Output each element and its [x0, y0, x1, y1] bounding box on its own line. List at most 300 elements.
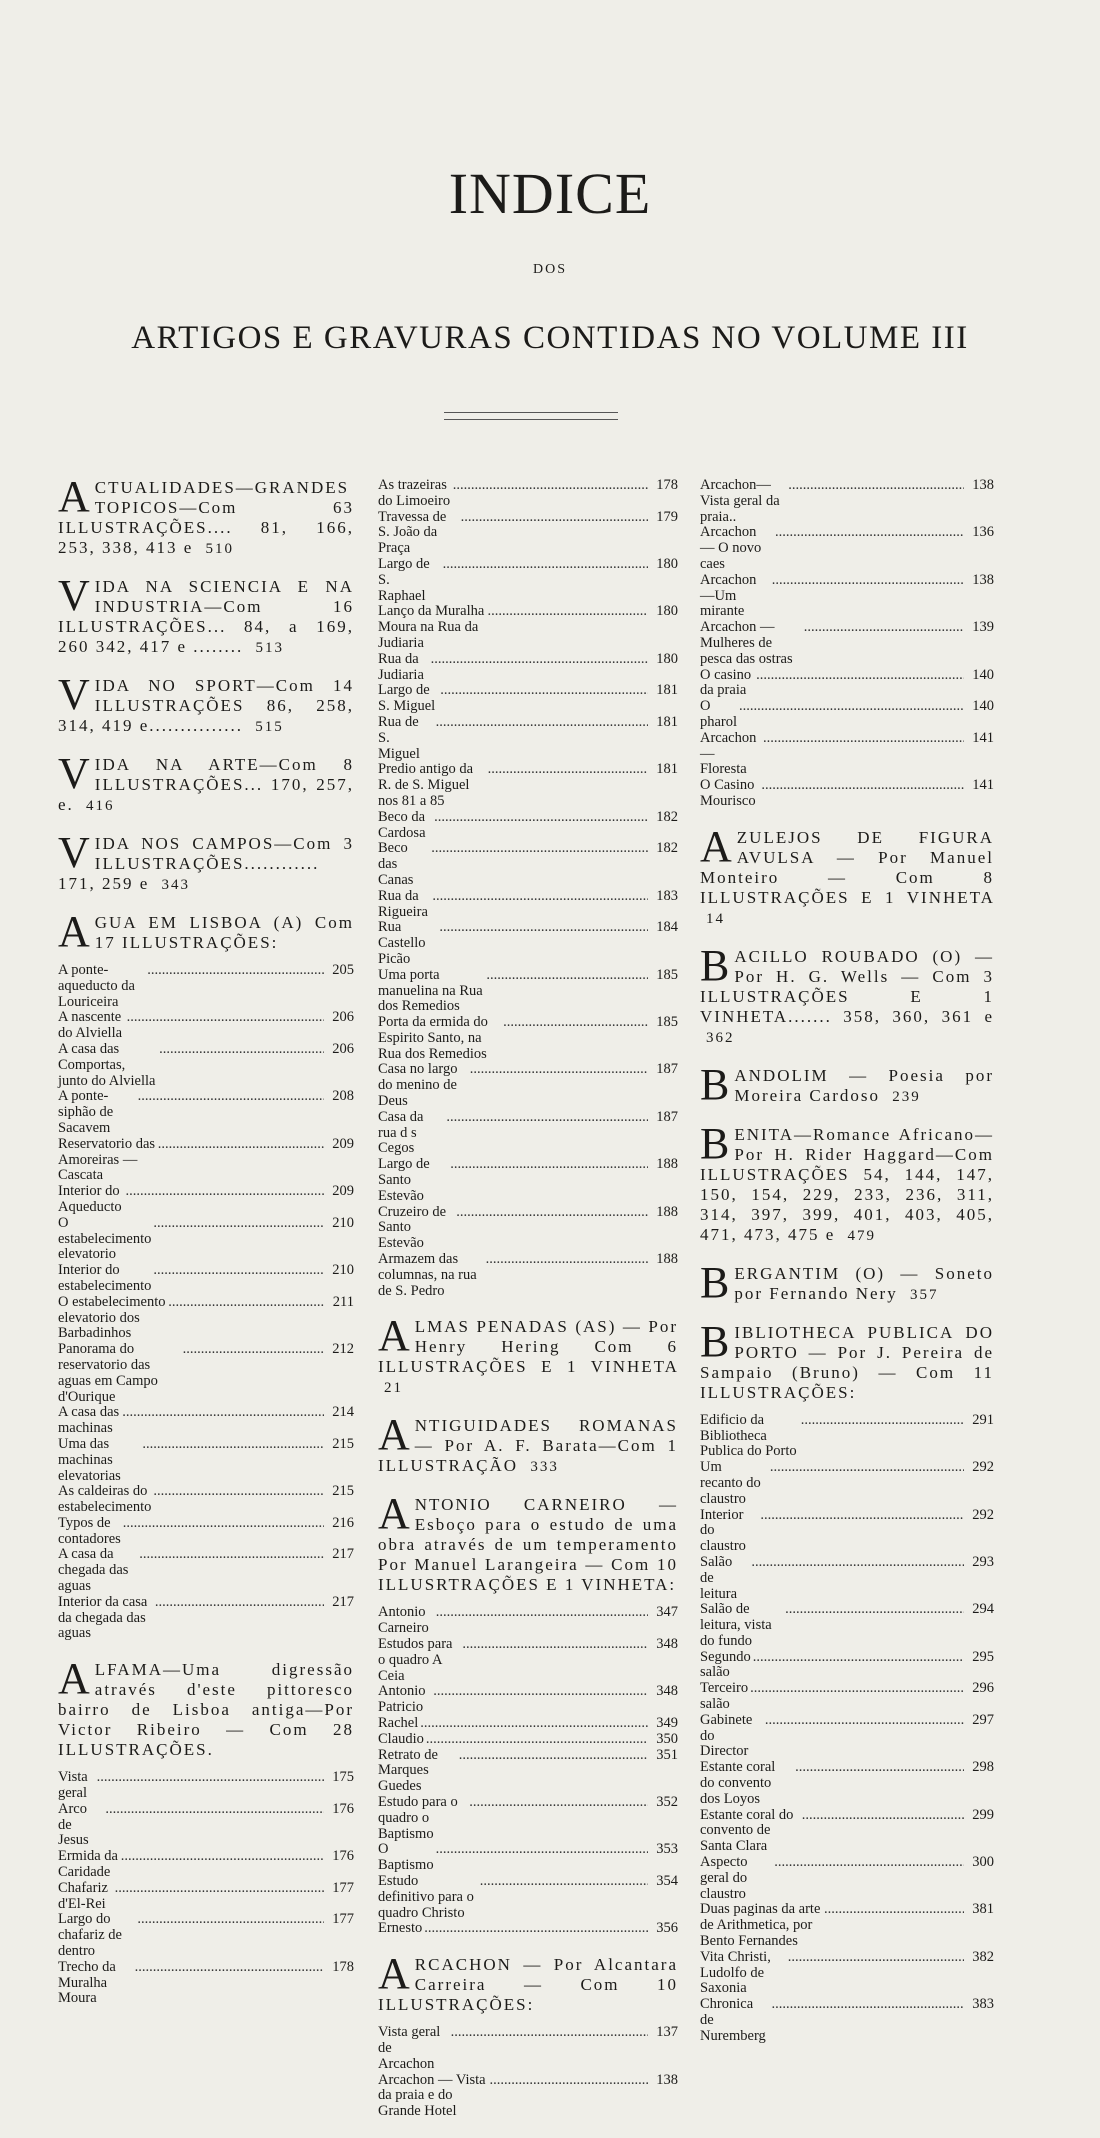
index-entry — [378, 557, 678, 604]
index-entry — [378, 889, 678, 921]
entry-title: Estudo definitivo para o quadro Christo — [378, 1872, 474, 1921]
dot-leader — [751, 1555, 964, 1571]
section-heading — [700, 940, 994, 1048]
index-entry — [700, 620, 994, 667]
page-ref: 21 — [384, 1380, 403, 1397]
entry-page: 206 — [332, 1009, 354, 1026]
dot-leader — [801, 1413, 964, 1429]
dot-leader — [431, 652, 648, 668]
section-antonio-carneiro — [378, 1489, 678, 1937]
dot-leader — [440, 683, 648, 699]
entry-title: Rua da Judiaria — [378, 650, 424, 683]
entry-title: Rua da Rigueira — [378, 887, 428, 920]
entry-title: Ernesto — [378, 1920, 423, 1937]
index-entry — [700, 778, 994, 810]
heading-text: NTONIO CARNEIRO — Esboço para o estudo de uma obra através de um temperamento Por Manuel Larangeira — Com 10 ILLUSRTRAÇÕES E 1 VINHETA: — [378, 1495, 678, 1595]
page-ref: 343 — [161, 877, 191, 893]
section-heading — [700, 821, 994, 929]
entry-page: 295 — [972, 1648, 994, 1665]
entry-title: Rua de S. Miguel — [378, 713, 420, 762]
entry-title: Beco da Cardosa — [378, 808, 426, 841]
section-benita — [700, 1118, 994, 1246]
section-alfama-continued — [378, 478, 678, 1299]
entry-page: 177 — [332, 1879, 354, 1896]
drop-cap: A — [378, 1489, 412, 1539]
section-bacillo — [700, 940, 994, 1048]
index-entry — [378, 1015, 678, 1062]
entry-page: 209 — [332, 1183, 354, 1200]
entry-page: 292 — [972, 1506, 994, 1523]
entry-page: 350 — [656, 1730, 678, 1747]
entry-title: O Baptismo — [378, 1841, 434, 1874]
section-bergantim — [700, 1257, 994, 1307]
dot-leader — [470, 1062, 648, 1078]
entry-page: 185 — [656, 1014, 678, 1031]
index-entry — [58, 1295, 354, 1342]
dot-leader — [123, 1516, 324, 1532]
dot-leader — [424, 1921, 648, 1937]
section-antiguidades — [378, 1410, 678, 1477]
index-entry — [378, 1157, 678, 1204]
entry-title: Claudio — [378, 1730, 424, 1747]
entry-page: 215 — [332, 1483, 354, 1500]
section-heading — [378, 1311, 678, 1398]
page-title: INDICE — [448, 161, 652, 226]
page-ref: 510 — [205, 541, 235, 557]
entry-title: Uma porta manuelina na Rua dos Remedios — [378, 966, 483, 1015]
dot-leader — [121, 1849, 324, 1865]
entry-title: Reservatorio das Amoreiras — Cascata — [58, 1135, 156, 1184]
column-1 — [58, 472, 354, 2025]
entry-page: 294 — [972, 1601, 994, 1618]
dot-leader — [443, 557, 648, 573]
dot-leader — [480, 1874, 648, 1890]
entry-page: 141 — [972, 729, 994, 746]
dot-leader — [486, 1252, 648, 1268]
index-entry — [378, 1874, 678, 1921]
heading-text: CTUALIDADES—GRANDES TOPICOS—Com 63 ILLUSTRAÇÕES.... 81, 166, 253, 338, 413 e — [58, 478, 354, 557]
dot-leader — [739, 699, 964, 715]
entry-title: Uma das machinas elevatorias — [58, 1435, 121, 1484]
index-entry — [700, 1460, 994, 1507]
entry-page: 349 — [656, 1715, 678, 1732]
dot-leader — [433, 1684, 648, 1700]
dot-leader — [756, 668, 964, 684]
index-entry — [700, 1713, 994, 1760]
entry-title: Casa no largo do menino de Deus — [378, 1061, 458, 1110]
entry-list — [58, 963, 354, 1642]
entry-page: 212 — [332, 1341, 354, 1358]
index-entry — [378, 1605, 678, 1637]
entry-page: 299 — [972, 1806, 994, 1823]
index-entry — [700, 731, 994, 778]
index-entry — [378, 2073, 678, 2120]
entry-page: 382 — [972, 1948, 994, 1965]
dot-leader — [763, 731, 964, 747]
dot-leader — [453, 478, 648, 494]
dot-leader — [456, 1205, 648, 1221]
index-entry — [378, 1637, 678, 1684]
entry-title: Arco de Jesus — [58, 1800, 89, 1849]
entry-title: Segundo salão — [700, 1648, 751, 1681]
index-entry — [700, 1413, 994, 1460]
section-azulejos — [700, 821, 994, 929]
section-sciencia — [58, 571, 354, 658]
entry-page: 176 — [332, 1848, 354, 1865]
page-ref: 14 — [706, 910, 725, 927]
heading-text: ENITA—Romance Africano—Por H. Rider Haggard—Com ILLUSTRAÇÕES 54, 144, 147, 150, 154, 229, 233, 236, 311, 314, 397, 399, 401, 403, 405, 471, 473, 475 e — [700, 1124, 994, 1244]
drop-cap: A — [378, 1311, 412, 1361]
entry-title: Salão de leitura, vista do fundo — [700, 1601, 772, 1649]
index-entry — [378, 1684, 678, 1716]
index-entry — [700, 1950, 994, 1997]
index-entry — [378, 1062, 678, 1109]
dot-leader — [824, 1902, 964, 1918]
entry-page: 180 — [656, 555, 678, 572]
entry-title: Interior do claustro — [700, 1506, 746, 1555]
entry-title: Salão de leitura — [700, 1553, 738, 1602]
entry-title: Aspecto geral do claustro — [700, 1854, 748, 1902]
index-entry — [378, 604, 678, 651]
entry-title: Rua Castello Picão — [378, 919, 426, 967]
drop-cap: B — [700, 940, 732, 990]
index-entry — [58, 1484, 354, 1516]
index-entry — [378, 1921, 678, 1937]
entry-page: 353 — [656, 1841, 678, 1858]
section-heading — [58, 907, 354, 956]
dot-leader — [153, 1263, 324, 1279]
entry-page: 188 — [656, 1156, 678, 1173]
index-entry — [58, 963, 354, 1010]
index-entry — [700, 699, 994, 731]
dot-leader — [785, 1602, 964, 1618]
dot-leader — [168, 1295, 324, 1311]
heading-text: ZULEJOS DE FIGURA AVULSA — Por Manuel Monteiro — Com 8 ILLUSTRAÇÕES E 1 VINHETA — [700, 827, 994, 907]
entry-page: 178 — [332, 1958, 354, 1975]
section-heading — [700, 1257, 994, 1307]
section-actualidades — [58, 472, 354, 559]
entry-page: 184 — [656, 919, 678, 936]
entry-page: 300 — [972, 1854, 994, 1871]
drop-cap: A — [58, 472, 92, 521]
drop-cap: V — [58, 571, 92, 620]
dot-leader — [469, 1795, 648, 1811]
index-entry — [378, 510, 678, 557]
entry-list — [378, 2025, 678, 2120]
index-entry — [58, 1089, 354, 1136]
dot-leader — [432, 889, 648, 905]
index-entry — [378, 1748, 678, 1795]
index-entry — [378, 810, 678, 842]
entry-title: Panorama do reservatorio das aguas em Campo d'Ourique — [58, 1341, 158, 1405]
index-entry — [58, 1263, 354, 1295]
index-entry — [58, 1595, 354, 1642]
index-entry — [58, 1042, 354, 1089]
dot-leader — [761, 778, 964, 794]
index-entry — [700, 1681, 994, 1713]
page-ref: 362 — [706, 1029, 735, 1046]
entry-title: Arcachon—Floresta — [700, 729, 757, 778]
dot-leader — [439, 920, 648, 936]
entry-title: O estabelecimento elevatorio dos Barbadinhos — [58, 1293, 166, 1342]
section-heading — [58, 1654, 354, 1760]
drop-cap: A — [58, 907, 92, 956]
index-entry — [378, 841, 678, 888]
subtitle: ARTIGOS E GRAVURAS CONTIDAS NO VOLUME III — [131, 320, 969, 356]
entry-page: 292 — [972, 1459, 994, 1476]
dot-leader — [159, 1042, 324, 1058]
entry-page: 211 — [332, 1293, 354, 1310]
entry-title: A casa das Comportas, junto do Alviella — [58, 1040, 156, 1089]
entry-title: Vita Christi, Ludolfo de Saxonia — [700, 1948, 771, 1997]
page-ref: 515 — [255, 719, 284, 735]
page-ref: 357 — [909, 1286, 939, 1303]
entry-page: 352 — [656, 1794, 678, 1810]
entry-title: Rachel — [378, 1715, 419, 1732]
entry-title: Casa da rua d s Cegos — [378, 1108, 424, 1157]
index-entry — [378, 1842, 678, 1874]
dot-leader — [158, 1137, 324, 1153]
entry-title: O Casino Mourisco — [700, 777, 756, 809]
heading-text: IDA NA SCIENCIA E NA INDUSTRIA—Com 16 ILLUSTRAÇÕES... 84, a 169, 260 342, 417 e ........ — [58, 577, 354, 656]
index-entry — [700, 1650, 994, 1682]
dot-leader — [775, 525, 964, 541]
section-heading — [58, 472, 354, 559]
entry-page: 354 — [656, 1872, 678, 1889]
entry-title: Gabinete do Director — [700, 1711, 753, 1760]
dot-leader — [137, 1912, 324, 1928]
dot-leader — [127, 1010, 324, 1026]
index-entry — [378, 1795, 678, 1842]
dot-leader — [450, 1157, 648, 1173]
entry-title: Estante coral do convento de Santa Clara — [700, 1806, 794, 1855]
entry-page: 383 — [972, 1996, 994, 2013]
entry-page: 216 — [332, 1514, 354, 1531]
page-ref: 479 — [847, 1227, 877, 1244]
drop-cap: V — [58, 828, 92, 877]
entry-title: Estante coral do convento dos Loyos — [700, 1759, 776, 1807]
entry-title: Largo de Santo Estevão — [378, 1156, 430, 1204]
index-entry — [378, 683, 678, 715]
dot-leader — [446, 1110, 648, 1126]
dot-leader — [461, 510, 648, 526]
entry-title: Terceiro salão — [700, 1680, 749, 1713]
drop-cap: V — [58, 749, 92, 798]
entry-list — [58, 1770, 354, 2007]
dot-leader — [489, 2073, 648, 2089]
index-entry — [58, 1405, 354, 1437]
entry-title: Porta da ermida do Espirito Santo, na Rua dos Remedios — [378, 1014, 488, 1062]
entry-page: 217 — [332, 1593, 354, 1610]
dot-leader — [147, 963, 324, 979]
section-heading — [58, 749, 354, 816]
entry-page: 188 — [656, 1203, 678, 1220]
index-entry — [700, 1508, 994, 1555]
index-entry — [378, 715, 678, 762]
entry-title: A casa da chegada das aguas — [58, 1546, 129, 1595]
entry-page: 210 — [332, 1214, 354, 1231]
entry-page: 187 — [656, 1061, 678, 1078]
index-entry — [58, 1849, 354, 1881]
entry-title: Beco das Canas — [378, 840, 414, 888]
heading-text: ERGANTIM (O) — Soneto por Fernando Nery — [734, 1263, 994, 1303]
entry-page: 296 — [972, 1680, 994, 1697]
index-entry — [58, 1216, 354, 1263]
index-entry — [58, 1960, 354, 2007]
entry-page: 356 — [656, 1920, 678, 1937]
dot-leader — [142, 1437, 324, 1453]
index-entry — [58, 1184, 354, 1216]
entry-page: 140 — [972, 666, 994, 683]
index-entry — [700, 1602, 994, 1649]
dot-leader — [753, 1650, 964, 1666]
title-divider — [444, 412, 618, 420]
section-alfama — [58, 1654, 354, 2007]
entry-list — [378, 1605, 678, 1937]
section-arcachon — [378, 1949, 678, 2120]
entry-title: Armazem das columnas, na rua de S. Pedro — [378, 1251, 477, 1299]
section-heading — [58, 828, 354, 895]
entry-title: Estudos para o quadro A Ceia — [378, 1636, 453, 1684]
entry-title: Trecho da Muralha Moura — [58, 1958, 116, 2007]
index-entry — [700, 573, 994, 620]
entry-page: 139 — [972, 619, 994, 636]
heading-text: IDA NOS CAMPOS—Com 3 ILLUSTRAÇÕES............ 171, 259 e — [58, 834, 354, 893]
dot-leader — [459, 1748, 648, 1764]
entry-title: Edificio da Bibliotheca Publica do Porto — [700, 1411, 797, 1460]
entry-title: Antonio Carneiro — [378, 1604, 429, 1637]
index-entry — [378, 1205, 678, 1252]
heading-text: IDA NO SPORT—Com 14 ILLUSTRAÇÕES 86, 258, 314, 419 e............... — [58, 676, 354, 735]
dot-leader — [760, 1508, 964, 1524]
entry-page: 205 — [332, 962, 354, 978]
index-entry — [378, 968, 678, 1015]
section-arcachon-continued — [700, 478, 994, 810]
dot-leader — [750, 1681, 964, 1697]
index-entry — [700, 668, 994, 700]
entry-title: Arcachon — Vista da praia e do Grande Hotel — [378, 2071, 486, 2120]
entry-page: 214 — [332, 1404, 354, 1421]
entry-title: Lanço da Muralha Moura na Rua da Judiaria — [378, 603, 485, 651]
drop-cap: A — [378, 1410, 412, 1460]
entry-page: 185 — [656, 966, 678, 983]
dot-leader — [770, 1460, 964, 1476]
dot-leader — [153, 1216, 324, 1232]
index-entry — [700, 1808, 994, 1855]
entry-page: 348 — [656, 1683, 678, 1700]
entry-title: Estudo para o quadro o Baptismo — [378, 1794, 458, 1842]
entry-page: 176 — [332, 1800, 354, 1817]
heading-text: LFAMA—Uma digressão através d'este pittoresco bairro de Lisboa antiga—Por Victor Ribeiro — Com 28 ILLUSTRAÇÕES. — [58, 1660, 354, 1760]
dot-leader — [115, 1881, 324, 1897]
heading-text: LMAS PENADAS (AS) — Por Henry Hering Com 6 ILLUSTRAÇÕES E 1 VINHETA — [378, 1317, 678, 1377]
dot-leader — [462, 1637, 648, 1653]
entry-page: 181 — [656, 682, 678, 699]
entry-page: 141 — [972, 777, 994, 794]
index-entry — [58, 1010, 354, 1042]
entry-page: 183 — [656, 887, 678, 904]
entry-page: 137 — [656, 2024, 678, 2041]
index-entry — [378, 920, 678, 967]
index-entry — [58, 1912, 354, 1959]
section-sport — [58, 670, 354, 737]
section-heading — [378, 1410, 678, 1477]
entry-page: 293 — [972, 1553, 994, 1570]
index-entry — [58, 1770, 354, 1802]
entry-list — [700, 1413, 994, 2045]
drop-cap: A — [378, 1949, 412, 1999]
heading-text: IDA NA ARTE—Com 8 ILLUSTRAÇÕES... 170, 257, e. — [58, 755, 354, 814]
entry-title: Chafariz d'El-Rei — [58, 1879, 108, 1912]
dot-leader — [183, 1342, 324, 1358]
entry-title: Antonio Patricio — [378, 1683, 426, 1716]
dot-leader — [138, 1089, 324, 1105]
entry-page: 217 — [332, 1546, 354, 1563]
entry-title: Typos de contadores — [58, 1514, 121, 1547]
index-entry — [378, 762, 678, 809]
dot-leader — [126, 1184, 324, 1200]
index-entry — [700, 1902, 994, 1949]
entry-title: O pharol — [700, 698, 738, 730]
dot-leader — [788, 1950, 964, 1966]
dot-leader — [434, 810, 648, 826]
page-ref: 513 — [255, 640, 285, 656]
index-entry — [58, 1437, 354, 1484]
heading-text: RCACHON — Por Alcantara Carreira — Com 10 ILLUSTRAÇÕES: — [378, 1955, 678, 2015]
dot-leader — [436, 715, 648, 731]
index-entry — [378, 1716, 678, 1732]
entry-title: Arcachon—Um mirante — [700, 571, 757, 620]
entry-title: Duas paginas da arte de Arithmetica, por Bento Fernandes — [700, 1901, 821, 1950]
dot-leader — [97, 1770, 324, 1786]
entry-page: 297 — [972, 1711, 994, 1728]
dot-leader — [804, 620, 964, 636]
dot-leader — [139, 1547, 324, 1563]
dot-leader — [765, 1713, 964, 1729]
dot-leader — [420, 1716, 648, 1732]
index-entry — [700, 1555, 994, 1602]
dot-leader — [487, 604, 648, 620]
entry-page: 178 — [656, 477, 678, 493]
entry-page: 180 — [656, 650, 678, 667]
dot-leader — [771, 1997, 964, 2013]
drop-cap: B — [700, 1118, 732, 1168]
entry-page: 381 — [972, 1901, 994, 1918]
section-heading — [378, 1949, 678, 2015]
entry-page: 177 — [332, 1911, 354, 1928]
dot-leader — [486, 968, 648, 984]
index-entry — [58, 1137, 354, 1184]
entry-title: Largo do chafariz de dentro — [58, 1911, 122, 1960]
entry-page: 298 — [972, 1759, 994, 1776]
entry-title: Largo de S. Raphael — [378, 555, 430, 604]
section-heading — [378, 1489, 678, 1595]
entry-page: 210 — [332, 1262, 354, 1279]
entry-title: Interior do Aqueducto — [58, 1183, 122, 1215]
entry-page: 182 — [656, 808, 678, 825]
entry-title: A ponte-siphão de Sacavem — [58, 1088, 114, 1136]
entry-title: Interior do estabelecimento — [58, 1262, 152, 1294]
section-bandolim — [700, 1059, 994, 1109]
drop-cap: B — [700, 1257, 732, 1307]
entry-page: 175 — [332, 1769, 354, 1786]
entry-page: 138 — [656, 2071, 678, 2088]
entry-title: Vista geral de Arcachon — [378, 2024, 441, 2072]
entry-page: 347 — [656, 1604, 678, 1621]
entry-title: O estabelecimento elevatorio — [58, 1214, 152, 1263]
index-entry — [58, 1516, 354, 1548]
entry-title: As trazeiras do Limoeiro — [378, 477, 451, 509]
